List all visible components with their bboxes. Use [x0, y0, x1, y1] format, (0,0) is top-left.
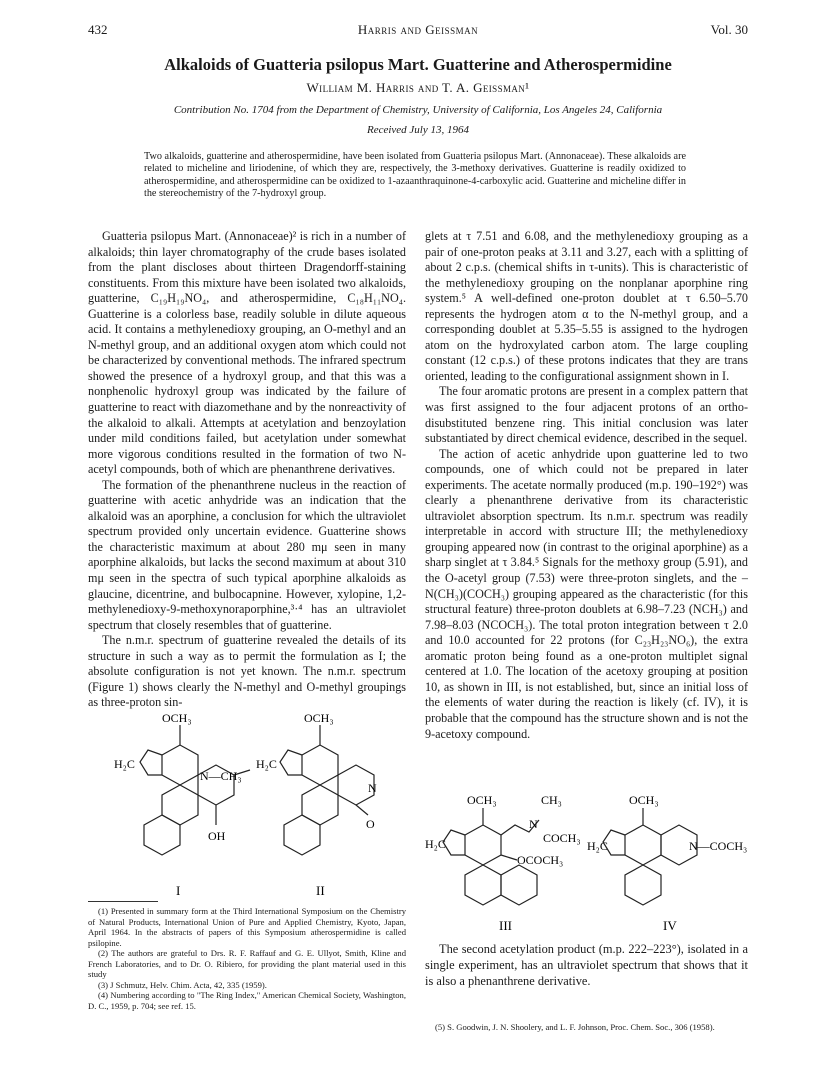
struct-I-h2c: H₂C [114, 757, 135, 771]
struct-IV-h2c: H₂C [587, 839, 608, 853]
struct-III-coch3: COCH₃ [543, 831, 581, 845]
struct-II-label: II [316, 883, 325, 898]
page-header [88, 22, 748, 40]
authors: William M. Harris and T. A. Geissman¹ [306, 80, 530, 95]
abstract: Two alkaloids, guatterine and atherospermidine, have been isolated from Guatteria psilopus Mart. (Annonaceae). These alkaloids are related to micheline and liriodenine, of which they are, respectively, the 3-methoxy derivatives. Guatterine is readily oxidized to atherospermidine, and atherospermidine can be oxidized to 1-azaanthraquinone-4-carboxylic acid. Guatterine and micheline differ in the stereochemistry of the 7-hydroxyl group. [144, 151, 686, 200]
footnote: (5) S. Goodwin, J. N. Shoolery, and L. F. Johnson, Proc. Chem. Soc., 306 (1958). [435, 1022, 715, 1032]
struct-IV-och3: OCH₃ [629, 793, 659, 807]
paragraph: The action of acetic anhydride upon guatterine led to two compounds, one of which could not be prepared in later experiments. The acetate normally produced (m.p. 190–192°) was clearly a phenanthrene derivative from its characteristic ultraviolet absorption spectrum. Its n.m.r. spectrum was readily interpretable in accord with structure III; the methylenedioxy grouping appeared now (in contrast to the original aporphine) as a sharp singlet at τ 3.84.⁵ Signals for the methoxy group (5.91), and the O-acetyl group (7.53) were three-proton singlets, and the –N(CH₃)(COCH₃) grouping appeared as the characteristic (for this structural feature) three-proton doublets at 6.98–7.23 (NCH₃) and 7.98–8.03 (NCOCH₃). The total proton integration between τ 2.0 and 10.0 accounted for 22 protons (for C₂₃H₂₃NO₆), the extra aromatic proton being found as a one-proton multiplet signal centered at 1.0. The location of the acetoxy grouping at position 10, as shown in III, is not established, but, since an initial loss of the elements of water during the reaction is likely (cf. IV), it is probable that the compound has the structure shown and is not the 9-acetoxy compound. [425, 446, 748, 741]
footnote: (2) The authors are grateful to Drs. R. F. Raffauf and G. E. Ullyot, Smith, Kline and French Laboratories, and to Dr. O. Ribiero, for providing the plant material used in this study [88, 948, 406, 979]
struct-II-och3: OCH₃ [304, 711, 334, 725]
struct-III-ococh3: OCOCH₃ [517, 853, 564, 867]
page-number: 432 [88, 22, 108, 37]
paragraph: The second acetylation product (m.p. 222–223°), isolated in a single experiment, has an ultraviolet spectrum that shows that it is also a phenanthrene derivative. [425, 942, 748, 988]
footnote: (1) Presented in summary form at the Third International Symposium on the Chemistry of Natural Products, International Union of Pure and Applied Chemistry, Kyoto, Japan, April 1964. In the abstracts of papers of this Symposium atherospermidine is called psilopine. [88, 906, 406, 948]
struct-I-oh: OH [208, 829, 226, 843]
struct-I-och3: OCH₃ [162, 711, 192, 725]
paragraph: Guatteria psilopus Mart. (Annonaceae)² is rich in a number of alkaloids; thin layer chromatography of the crude bases isolated from the plant discloses about thirteen Dragendorff-staining constituents. From this mixture have been isolated two alkaloids, guatterine, C₁₉H₁₉NO₄, and atherospermidine, C₁₈H₁₁NO₄. Guatterine is a colorless base, readily soluble in dilute aqueous acid. It contains a methylenedioxy grouping, an O-methyl and an N-methyl group, and an additional oxygen atom which could not be characterized by conventional methods. The infrared spectrum showed the presence of a hydroxyl group, and that this was a nonphenolic hydroxyl group was indicated by the failure of guatterine to react with diazomethane and by the nonreactivity of the alkaloid to alkali. Attempts at acetylation and benzoylation under mild conditions failed, but acetylation under somewhat more vigorous conditions resulted in the formation of two N-acetyl compounds, both of which are phenanthrene derivatives. [88, 229, 406, 477]
struct-II-n: N [368, 781, 377, 795]
footnote-rule [88, 901, 158, 902]
struct-I-label: I [176, 883, 181, 898]
paper-title: Alkaloids of Guatteria psilopus Mart. Guatterine and Atherospermidine [164, 55, 672, 74]
right-bottom-paragraph [425, 941, 748, 989]
struct-III-label: III [499, 918, 512, 933]
running-head: Harris and Geissman [357, 22, 479, 37]
right-column [425, 229, 748, 742]
paragraph: The four aromatic protons are present in a complex pattern that was first assigned to the four adjacent protons of an ortho-disubstituted benzene ring. This initial conclusion was later substantiated by direct chemical evidence, described in the sequel. [425, 384, 748, 446]
struct-II-h2c: H₂C [256, 757, 277, 771]
footnotes-right [425, 1022, 748, 1033]
struct-III-h2c: H₂C [425, 837, 446, 851]
struct-III-ch3: CH₃ [541, 793, 562, 807]
structures-I-II-figure [100, 700, 400, 900]
struct-III-och3: OCH₃ [467, 793, 497, 807]
volume-label: Vol. 30 [710, 22, 748, 37]
paragraph: The formation of the phenanthrene nucleus in the reaction of guatterine with acetic anhydride was an indication that the alkaloid was an aporphine, a conclusion for which the ultraviolet spectrum provided only uncertain evidence. Guatterine shows the characteristic maximum at about 280 mμ seen in many aporphine alkaloids, but lacks the second maximum at about 310 mμ seen in the spectra of such typical aporphine alkaloids as glaucine, dicentrine, and bulbocapnine. However, xylopine, 1,2-methylenedioxy-9-methoxynoraporphine,³·⁴ has an ultraviolet spectrum that closely resembles that of guatterine. [88, 477, 406, 632]
left-column [88, 229, 406, 711]
structures-III-IV-figure [425, 790, 748, 940]
contribution-line: Contribution No. 1704 from the Department of Chemistry, University of California, Los Angeles 24, California [173, 104, 663, 116]
footnote: (4) Numbering according to "The Ring Index," American Chemical Society, Washington, D. C., 1959, p. 704; see ref. 15. [88, 990, 406, 1011]
struct-II-o: O [366, 817, 375, 831]
struct-IV-label: IV [663, 918, 677, 933]
struct-I-n: N—CH₃ [200, 769, 242, 783]
paragraph: glets at τ 7.51 and 6.08, and the methylenedioxy grouping as a pair of one-proton peaks at 3.11 and 3.27, each with a splitting of about 2 c.p.s. (chemical shifts in τ-units). This is characteristic of the methylenedioxy grouping on the nonplanar aporphine ring system.⁵ A well-defined one-proton doublet at τ 6.50–5.70 represents the hydrogen atom α to the N-methyl group, and a corresponding doublet at 5.35–5.55 is assigned to the hydrogen atom on the hydroxylated carbon atom. The large coupling constant (12 c.p.s.) of these protons indicates that they are trans oriented, leading to the configurational assignment shown in I. [425, 229, 748, 383]
struct-III-n: N [529, 817, 538, 831]
received-date: Received July 13, 1964 [366, 124, 469, 136]
footnotes-left [88, 906, 406, 1011]
paragraph: The n.m.r. spectrum of guatterine revealed the details of its structure in such a way as to permit the formulation as I; the absolute configuration is not yet known. The n.m.r. spectrum (Figure 1) shows clearly the N-methyl and O-methyl groupings as three-proton sin- [88, 633, 406, 710]
footnote: (3) J Schmutz, Helv. Chim. Acta, 42, 335 (1959). [98, 979, 267, 990]
struct-IV-n: N—COCH₃ [689, 839, 748, 853]
